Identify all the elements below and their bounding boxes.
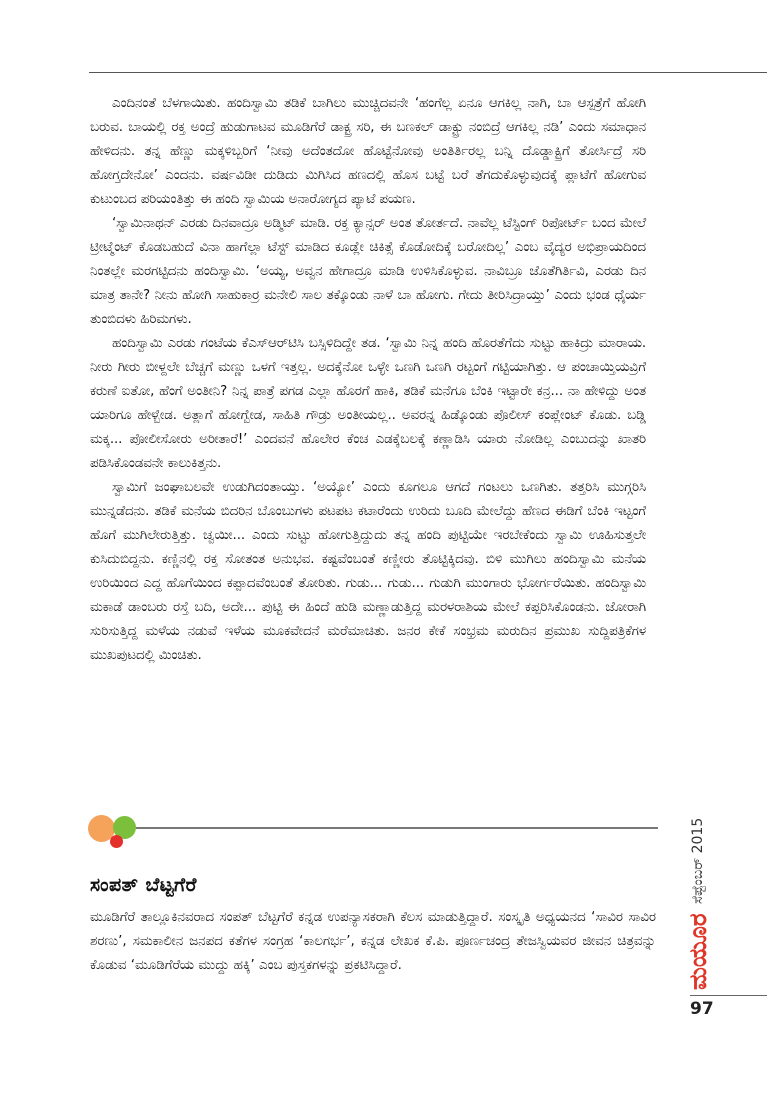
story-paragraph: ‘ಸ್ವಾಮಿನಾಥನ್ ಎರಡು ದಿನವಾದ್ರೂ ಅಡ್ಮಿಟ್ ಮಾಡಿ. ರಕ್ತ ಕ್ಯಾನ್ಸರ್ ಅಂತ ತೋರ್ತದೆ. ನಾವೆಲ್ಲ ಟೆಸ್ಟಿಂಗ್ ರಿಪೋರ್ಟ್ ಬಂದ ಮೇಲೆ ಟ್ರೀಟ್ಮೆಂಟ್ ಕೊಡಬಹುದೆ ವಿನಾ ಹಾಗೆಲ್ಲಾ ಟೆಸ್ಟ್ ಮಾಡಿದ ಕೂಡ್ಲೇ ಚಿಕಿತ್ಸೆ ಕೊಡೋದಿಕ್ಕೆ ಬರೋದಿಲ್ಲ’ ಎಂಬ ವೈದ್ಯರ ಅಭಿಪ್ರಾಯದಿಂದ ನಿಂತಲ್ಲೇ ಮರಗಟ್ಟಿದನು ಹಂದಿಸ್ವಾಮಿ. ‘ಅಯ್ಯ, ಅವ್ವನ ಹೇಗಾದ್ರೂ ಮಾಡಿ ಉಳಿಸಿಕೊಳ್ಳುವ. ನಾವಿಬ್ರೂ ಜೊತೆಗಿರ್ತಿವಿ, ಎರಡು ದಿನ ಮಾತ್ರ ತಾನೇ? ನೀನು ಹೋಗಿ ಸಾಹುಕಾರ್ರ ಮನೇಲಿ ಸಾಲ ತಕ್ಕೊಂಡು ನಾಳೆ ಬಾ ಹೋಗು. ಗೇದು ತೀರಿಸಿದ್ರಾಯ್ತು’ ಎಂದು ಭಂಡ ಧೈರ್ಯ ತುಂಬಿದಳು ಹಿರಿಮಗಳು.: [90, 216, 646, 327]
author-name: ಸಂಪತ್ ಬೆಟ್ಟಗೆರೆ: [90, 874, 197, 896]
page-number: 97: [690, 999, 714, 1019]
story-body: [90, 92, 646, 668]
issue-date: ಸೆಪ್ಟೆಂಬರ್ 2015: [690, 817, 706, 904]
magazine-name: ಮಯೂರ: [684, 913, 712, 990]
divider-line: [136, 827, 658, 829]
page-number-rule: [690, 995, 767, 996]
red-dot-icon: [110, 835, 123, 848]
story-paragraph: ಎಂದಿನಂತೆ ಬೆಳಗಾಯಿತು. ಹಂದಿಸ್ವಾಮಿ ತಡಿಕೆ ಬಾಗಿಲು ಮುಚ್ಚಿದವನೇ ‘ಹಂಗೆಲ್ಲ ಏನೂ ಆಗಕಿಲ್ಲ ನಾಗಿ, ಬಾ ಆಸ್ಪತ್ರೆಗೆ ಹೋಗಿ ಬರುವ. ಬಾಯಲ್ಲಿ ರಕ್ತ ಅಂದ್ರೆ ಹುಡುಗಾಟವ ಮೂಡಿಗೆರೆ ಡಾಕ್ಟ್ರ ಸರಿ, ಈ ಬಣಕಲ್ ಡಾಕ್ಟ್ರು ನಂಬಿದ್ರೆ ಆಗಕಿಲ್ಲ ನಡಿ’ ಎಂದು ಸಮಾಧಾನ ಹೇಳಿದನು. ತನ್ನ ಹೆಣ್ಣು ಮಕ್ಕಳಿಬ್ಬರಿಗೆ ‘ನೀವು ಅದೆಂತದೋ ಹೊಟ್ಟೆನೋವು ಅಂತಿರ್ತಿರಲ್ಲ ಬನ್ನಿ ದೊಡ್ಡಾಕ್ಟ್ರಿಗೆ ತೋರ್ಸಿದ್ರೆ ಸರಿ ಹೋಗ್ತದೇನೋ’ ಎಂದನು. ವರ್ಷವಿಡೀ ದುಡಿದು ಮಿಗಿಸಿದ ಹಣದಲ್ಲಿ ಹೊಸ ಬಟ್ಟೆ ಬರೆ ತೆಗದುಕೊಳ್ಳುವುದಕ್ಕೆ ಪ್ಲಾಟೆಗೆ ಹೋಗುವ ಕುಟುಂಬದ ಪರಿಯಂತಿತ್ತು ಈ ಹಂದಿ ಸ್ವಾಮಿಯ ಅನಾರೋಗ್ಯದ ಪ್ಯಾಟೆ ಪಯಣ.: [90, 96, 646, 207]
top-rule: [89, 72, 767, 73]
story-paragraph: ಹಂದಿಸ್ವಾಮಿ ಎರಡು ಗಂಟೆಯ ಕೆಎಸ್‌ಆರ್‌ಟಿಸಿ ಬಸ್ಸಿಳಿದಿದ್ದೇ ತಡ. ‘ಸ್ವಾಮಿ ನಿನ್ನ ಹಂದಿ ಹೊರತೆಗೆದು ಸುಟ್ಟು ಹಾಕಿದ್ರು ಮಾರಾಯ. ನೀರು ಗೀರು ಬೀಳ್ದಲೇ ಬೆಚ್ಚಗೆ ಮಣ್ಣು ಒಳಗೆ ಇತ್ತಲ್ಲ. ಅದಕ್ಕೆನೋ ಒಳ್ಳೇ ಒಣಗಿ ಒಣಗಿ ರಟ್ಟಂಗೆ ಗಟ್ಟಿಯಾಗಿತ್ತು. ಆ ಪಂಚಾಯ್ತಿಯವ್ರಿಗೆ ಕರುಣೆ ಐತೋ, ಹೆಂಗೆ ಅಂತೀನಿ? ನಿನ್ನ ಪಾತ್ರೆ ಪಗಡ ಎಲ್ಲಾ ಹೊರಗೆ ಹಾಕಿ, ತಡಿಕೆ ಮನೆಗೂ ಬೆಂಕಿ ಇಟ್ಟಾರೇ ಕನ್ರ... ನಾ ಹೇಳಿದ್ದು ಅಂತ ಯಾರಿಗೂ ಹೇಳ್ಬೇಡ. ಅತ್ಲಾಗೆ ಹೋಗ್ಬೇಡ, ಸಾಹಿತಿ ಗೌಡ್ರು ಅಂತೀಯಲ್ಲ.. ಅವರನ್ನ ಹಿಡ್ಕೊಂಡು ಪೊಲೀಸ್ ಕಂಪ್ಲೇಂಟ್ ಕೊಡು. ಬಡ್ಡಿ ಮಕ್ಕ... ಪೋಲೀಸೋರು ಅರೀತಾರೆ!’ ಎಂದವನೆ ಹೊಲೇರ ಕೆಂಚ ಎಡಕ್ಕೆಬಲಕ್ಕೆ ಕಣ್ಣಾಡಿಸಿ ಯಾರು ನೋಡಿಲ್ಲ ಎಂಬುದನ್ನು ಖಾತರಿ ಪಡಿಸಿಕೊಂಡವನೇ ಕಾಲುಕಿತ್ತನು.: [90, 336, 646, 471]
story-paragraph: ಸ್ವಾಮಿಗೆ ಜಂಘಾಬಲವೇ ಉಡುಗಿದಂತಾಯ್ತು. ‘ಅಯ್ಯೋ’ ಎಂದು ಕೂಗಲೂ ಆಗದೆ ಗಂಟಲು ಒಣಗಿತು. ತತ್ತರಿಸಿ ಮುಗ್ಗರಿಸಿ ಮುನ್ನಡೆದನು. ತಡಿಕೆ ಮನೆಯ ಬಿದರಿನ ಬೊಂಬುಗಳು ಪಟಪಟ ಕಟಾರೆಂದು ಉರಿದು ಬೂದಿ ಮೇಲೆದ್ದು ಹೆಣದ ಈಡಿಗೆ ಬೆಂಕಿ ಇಟ್ಟಂಗೆ ಹೊಗೆ ಮುಗಿಲೇರುತ್ತಿತ್ತು. ಚ್ವಯೀ... ಎಂದು ಸುಟ್ಟು ಹೋಗುತ್ತಿದ್ದುದು ತನ್ನ ಹಂದಿ ಪುಟ್ಟಿಯೇ ಇರಬೇಕೆಂದು ಸ್ವಾಮಿ ಊಹಿಸುತ್ತಲೇ ಕುಸಿದುಬಿದ್ದನು. ಕಣ್ಣಿನಲ್ಲಿ ರಕ್ತ ಸೋತಂತ ಅನುಭವ. ಕಷ್ಟವೆಂಬಂತೆ ಕಣ್ಣೀರು ತೊಟ್ಟಿಕ್ಕಿದವು. ಬಿಳಿ ಮುಗಿಲು ಹಂದಿಸ್ವಾಮಿ ಮನೆಯ ಉರಿಯಿಂದ ಎದ್ದ ಹೊಗೆಯಿಂದ ಕಪ್ಪಾದವೆಂಬಂತೆ ತೋರಿತು. ಗುಡು... ಗುಡು... ಗುಡುಗಿ ಮುಂಗಾರು ಭೋರ್ಗರೆಯಿತು. ಹಂದಿಸ್ವಾಮಿ ಮಕಾಡೆ ಡಾಂಬರು ರಸ್ತೆ ಬದಿ, ಅದೇ... ಪುಟ್ಟಿ ಈ ಹಿಂದೆ ಹುಡಿ ಮಣ್ಣಾಡುತ್ತಿದ್ದ ಮರಳರಾಶಿಯ ಮೇಲೆ ಕಪ್ಪರಿಸಿಕೊಂಡನು. ಜೋರಾಗಿ ಸುರಿಸುತ್ತಿದ್ದ ಮಳೆಯ ನಡುವೆ ಇಳೆಯ ಮೂಕವೇದನೆ ಮರೆಮಾಚಿತು. ಜನರ ಕೇಕೆ ಸಂಭ್ರಮ ಮರುದಿನ ಪ್ರಮುಖ ಸುದ್ದಿಪತ್ರಿಕೆಗಳ ಮುಖಪುಟದಲ್ಲಿ ಮಿಂಚಿತು.: [90, 480, 646, 663]
author-bio-text: ಮೂಡಿಗೆರೆ ತಾಲ್ಲೂಕಿನವರಾದ ಸಂಪತ್ ಬೆಟ್ಟಗೆರೆ ಕನ್ನಡ ಉಪನ್ಯಾಸಕರಾಗಿ ಕೆಲಸ ಮಾಡುತ್ತಿದ್ದಾರೆ. ಸಂಸ್ಕೃತಿ ಅಧ್ಯಯನದ ‘ಸಾವಿರ ಸಾವಿರ ಶರಣು’, ಸಮಕಾಲೀನ ಜನಪದ ಕತೆಗಳ ಸಂಗ್ರಹ ‘ಕಾಲಗರ್ಭ’, ಕನ್ನಡ ಲೇಖಕ ಕೆ.ಪಿ. ಪೂರ್ಣಚಂದ್ರ ತೇಜಸ್ವಿಯವರ ಜೀವನ ಚಿತ್ರವನ್ನು ಕೊಡುವ ‘ಮೂಡಿಗೆರೆಯ ಮುದ್ದು ಹಕ್ಕಿ’ ಎಂಬ ಪುಸ್ತಕಗಳನ್ನು ಪ್ರಕಟಿಸಿದ್ದಾರೆ.: [90, 910, 656, 973]
section-divider: [88, 815, 658, 845]
author-bio: [90, 906, 656, 978]
